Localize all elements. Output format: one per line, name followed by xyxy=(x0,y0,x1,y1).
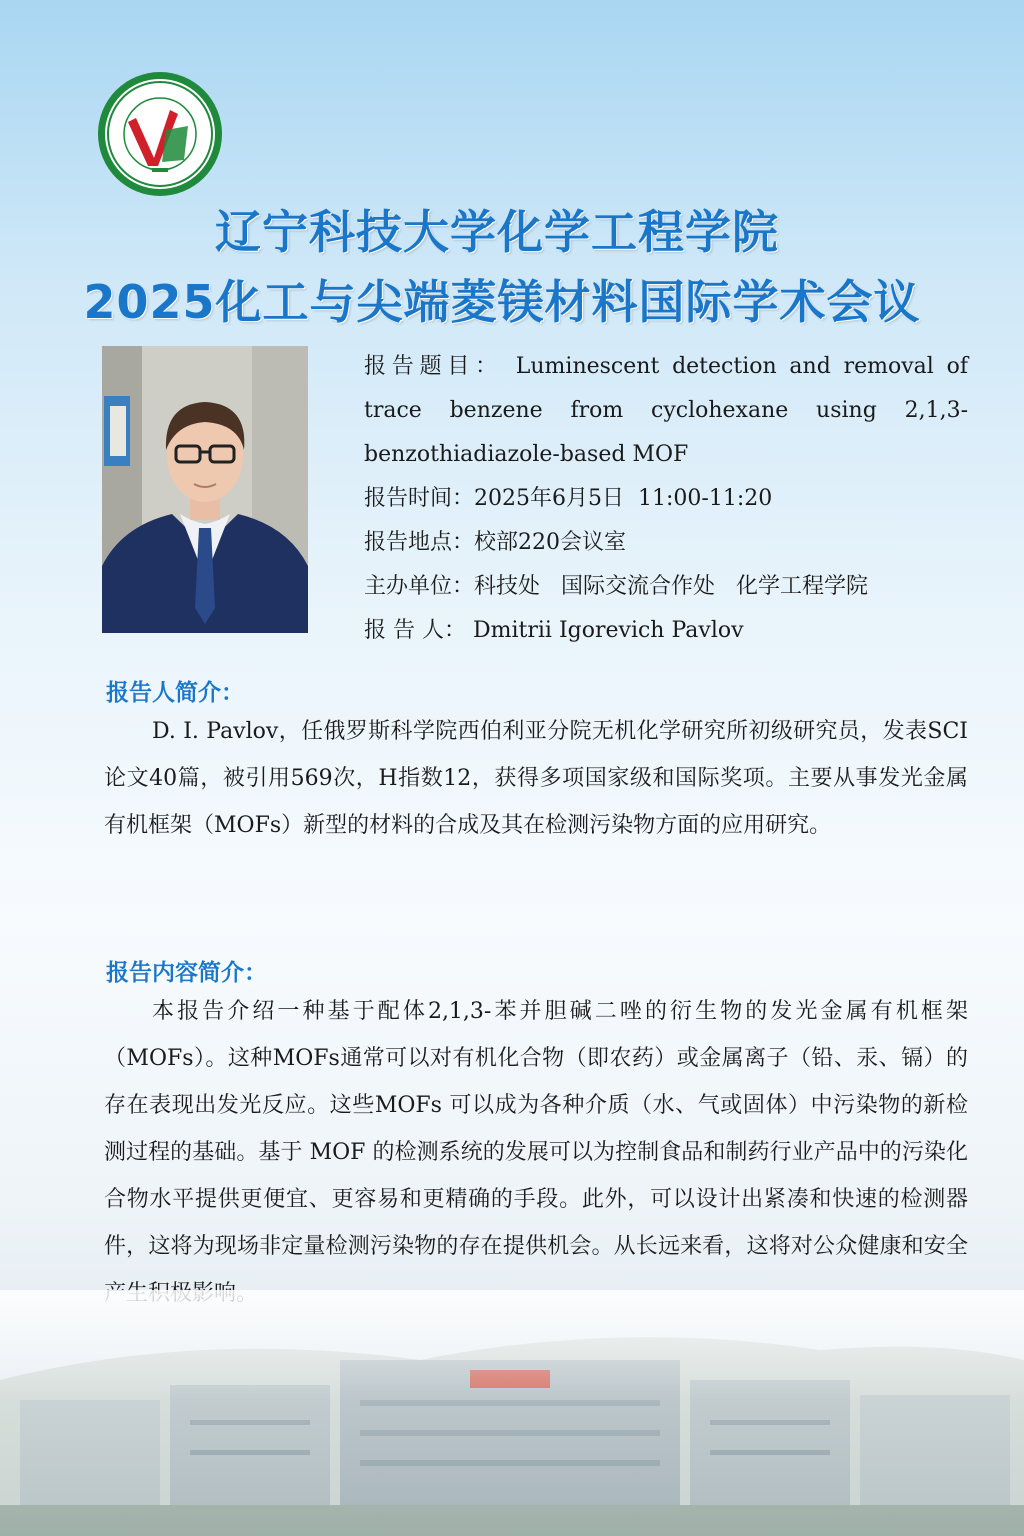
topic-row-1 xyxy=(364,345,968,389)
time-label: 报告时间： xyxy=(364,486,475,511)
host-label: 主办单位： xyxy=(364,574,475,599)
topic-line-1: Luminescent detection and removal of xyxy=(515,354,968,379)
place-value: 校部220会议室 xyxy=(474,530,627,555)
topic-line-3: benzothiadiazole-based MOF xyxy=(364,442,689,467)
bio-text: D. I. Pavlov，任俄罗斯科学院西伯利亚分院无机化学研究所初级研究员，发表SCI论文40篇，被引用569次，H指数12，获得多项国家级和国际奖项。主要从事发光金属有机框架（MOFs）新型的材料的合成及其在检测污染物方面的应用研究。 xyxy=(104,719,968,838)
topic-label: 报告题目： xyxy=(364,354,503,379)
host-value: 科技处 国际交流合作处 化学工程学院 xyxy=(474,574,868,599)
university-seal-icon xyxy=(96,70,224,198)
time-value: 2025年6月5日 11:00-11:20 xyxy=(474,486,773,511)
title-line-2: 2025化工与尖端菱镁材料国际学术会议 xyxy=(83,275,921,329)
abstract-heading: 报告内容简介： xyxy=(106,960,267,986)
time-row xyxy=(364,477,968,521)
speaker-row xyxy=(364,609,968,653)
title-line-1: 辽宁科技大学化学工程学院 xyxy=(215,205,779,259)
place-row xyxy=(364,521,968,565)
speaker-label: 报 告 人： xyxy=(364,618,466,643)
bio-heading: 报告人简介： xyxy=(106,680,244,706)
place-label: 报告地点： xyxy=(364,530,475,555)
host-row xyxy=(364,565,968,609)
talk-info xyxy=(364,345,968,653)
campus-building-illustration xyxy=(0,1290,1024,1536)
speaker-value: Dmitrii Igorevich Pavlov xyxy=(473,618,744,643)
speaker-photo xyxy=(102,346,308,633)
topic-line-2: trace benzene from cyclohexane using 2,1,3- xyxy=(364,398,968,423)
abstract-text: 本报告介绍一种基于配体2,1,3-苯并胆碱二唑的衍生物的发光金属有机框架（MOFs）。这种MOFs通常可以对有机化合物（即农药）或金属离子（铅、汞、镉）的存在表现出发光反应。这些MOFs 可以成为各种介质（水、气或固体）中污染物的新检测过程的基础。基于 MOF 的检测系统的发展可以为控制食品和制药行业产品中的污染化合物水平提供更便宜、更容易和更精确的手段。此外，可以设计出紧凑和快速的检测器件，这将为现场非定量检测污染物的存在提供机会。从长远来看，这将对公众健康和安全 xyxy=(104,999,968,1259)
